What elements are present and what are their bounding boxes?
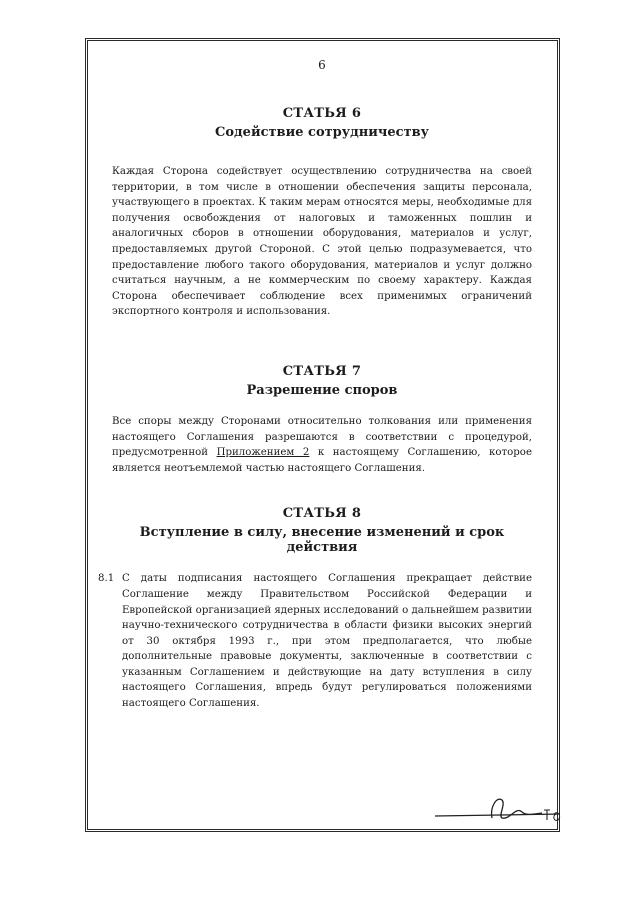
signature-mark <box>430 790 570 830</box>
page-number: 6 <box>318 58 326 72</box>
article-8-number: СТАТЬЯ 8 <box>282 506 362 522</box>
article-7-number: СТАТЬЯ 7 <box>282 363 362 379</box>
item-number: 8.1 <box>98 573 115 585</box>
article-7-text-after: к настоящему Соглашению, которое является неотъемлемой частью настоящего Соглашения. <box>112 447 532 474</box>
article-7-title: Разрешение споров <box>246 382 398 398</box>
article-6-title: Содействие сотрудничеству <box>214 125 430 140</box>
article-8-item-1 <box>98 571 532 711</box>
article-6-number: СТАТЬЯ 6 <box>282 106 362 121</box>
article-7-text <box>112 414 532 476</box>
annex-2-link[interactable]: Приложением 2 <box>216 447 310 459</box>
document-content <box>98 48 532 712</box>
article-8-title: Вступление в силу, внесение изменений и срок действия <box>139 525 505 556</box>
item-text: С даты подписания настоящего Соглашения прекращает действие Соглашение между Правительством Российской Федерации и Европейской организацией ядерных исследований о дальнейшем развитии научно-технического сотрудничества в области физики высоких энергий от 30 октября 1993 г., при этом предполагается, что любые дополнительные правовые документы, заключенные в соответствии с указанным Соглашением и действующие на дату вступления в силу настоящего Соглашения, впредь будут регулироваться положениями настоящего Соглашения. <box>122 573 532 710</box>
article-7-text-before: Все споры между Сторонами относительно толкования или применения настоящего Соглашения разрешаются в соответствии с процедурой, предусмотренной <box>112 415 532 459</box>
article-6-text: Каждая Сторона содействует осуществлению сотрудничества на своей территории, в том числе в отношении обеспечения защиты персонала, участвующего в проектах. К таким мерам относятся меры, необходимые для получения освобождения от налоговых и таможенных пошлин и аналогичных сборов в отношении оборудования, материалов и услуг, предоставляемых другой Стороной. С этой целью подразумевается, что предоставление любого такого оборудования, материалов и услуг должно считаться научным, а не коммерческим по своему характеру. Каждая Сторона обеспечивает соблюдение всех применимых ограничений экспортного контроля и использования. <box>112 166 532 318</box>
